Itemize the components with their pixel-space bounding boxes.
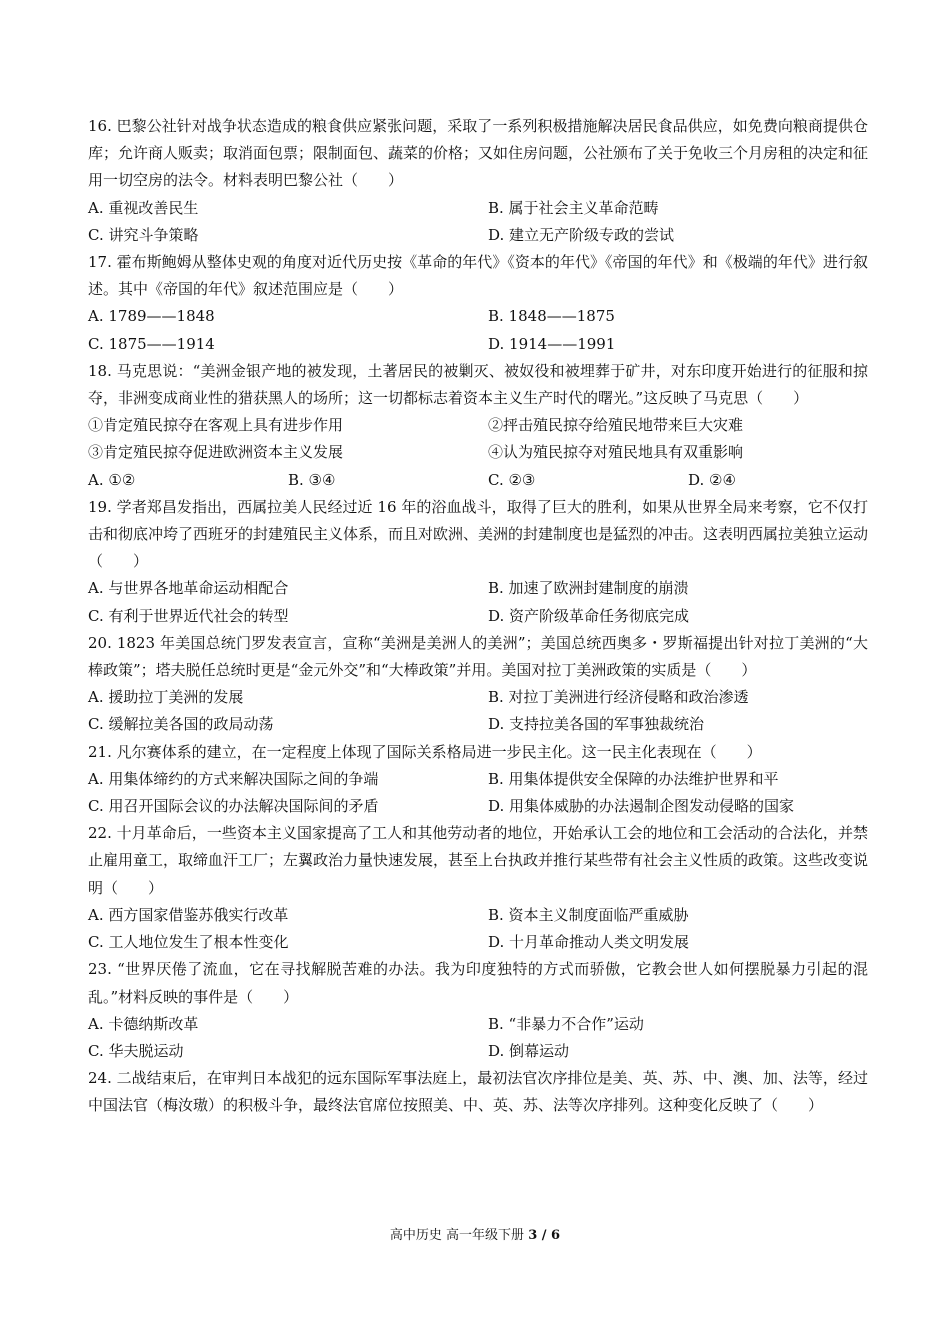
option-b[interactable]: B. 加速了欧洲封建制度的崩溃	[488, 579, 689, 598]
option-b[interactable]: B. 1848——1875	[488, 307, 615, 326]
question-17	[88, 249, 868, 358]
page-footer	[0, 1224, 950, 1243]
question-21	[88, 739, 868, 821]
statement-3: ③肯定殖民掠夺促进欧洲资本主义发展	[88, 443, 344, 462]
question-stem: 19. 学者郑昌发指出，西属拉美人民经过近 16 年的浴血战斗，取得了巨大的胜利，如果从世界全局来考察，它不仅打击和彻底冲垮了西班牙的封建殖民主义体系，而且对欧洲、美洲的封建制度也是猛烈的冲击。这表明西属拉美独立运动（ ）	[88, 497, 869, 571]
option-d[interactable]: D. 资产阶级革命任务彻底完成	[488, 606, 690, 625]
option-a[interactable]: A. 用集体缔约的方式来解决国际之间的争端	[88, 769, 379, 788]
option-c[interactable]: C. 1875——1914	[88, 334, 215, 353]
option-a[interactable]: A. 1789——1848	[88, 307, 215, 326]
option-c[interactable]: C. 缓解拉美各国的政局动荡	[88, 715, 274, 734]
statement-4: ④认为殖民掠夺对殖民地具有双重影响	[488, 443, 744, 462]
option-c[interactable]: C. 用召开国际会议的办法解决国际间的矛盾	[88, 797, 379, 816]
question-16	[88, 113, 868, 249]
option-c[interactable]: C. 有利于世界近代社会的转型	[88, 606, 289, 625]
option-d[interactable]: D. 1914——1991	[488, 334, 616, 353]
option-b[interactable]: B. 对拉丁美洲进行经济侵略和政治渗透	[488, 688, 749, 707]
page-number: 3 / 6	[528, 1228, 561, 1243]
option-d[interactable]: D. 用集体威胁的办法遏制企图发动侵略的国家	[488, 797, 795, 816]
option-b[interactable]: B. 资本主义制度面临严重威胁	[488, 905, 689, 924]
question-stem: 23. “世界厌倦了流血，它在寻找解脱苦难的办法。我为印度独特的方式而骄傲，它教会世人如何摆脱暴力引起的混乱。”材料反映的事件是（ ）	[88, 960, 868, 1006]
question-24	[88, 1065, 868, 1119]
question-23	[88, 956, 868, 1065]
option-a[interactable]: A. 与世界各地革命运动相配合	[88, 579, 289, 598]
option-a[interactable]: A. 西方国家借鉴苏俄实行改革	[88, 905, 289, 924]
option-a[interactable]: A. 重视改善民生	[88, 198, 199, 217]
question-stem: 20. 1823 年美国总统门罗发表宣言，宣称“美洲是美洲人的美洲”；美国总统西奥多・罗斯福提出针对拉丁美洲的“大棒政策”；塔夫脱任总统时更是“金元外交”和“大棒政策”并用。美国对拉丁美洲政策的实质是（ ）	[88, 633, 868, 680]
option-b[interactable]: B. 属于社会主义革命范畴	[488, 198, 659, 217]
statement-1: ①肯定殖民掠夺在客观上具有进步作用	[88, 416, 344, 435]
question-stem: 17. 霍布斯鲍姆从整体史观的角度对近代历史按《革命的年代》《资本的年代》《帝国的年代》和《极端的年代》进行叙述。其中《帝国的年代》叙述范围应是（ ）	[88, 253, 868, 299]
option-a[interactable]: A. 援助拉丁美洲的发展	[88, 688, 244, 707]
option-b[interactable]: B. “非暴力不合作”运动	[488, 1014, 644, 1033]
option-d[interactable]: D. 建立无产阶级专政的尝试	[488, 225, 675, 244]
option-a[interactable]: A. 卡德纳斯改革	[88, 1014, 199, 1033]
option-d[interactable]: D. 倒幕运动	[488, 1041, 570, 1060]
question-stem: 16. 巴黎公社针对战争状态造成的粮食供应紧张问题，采取了一系列积极措施解决居民食品供应，如免费向粮商提供仓库；允许商人贩卖；取消面包票；限制面包、蔬菜的价格；又如住房问题，公社颁布了关于免收三个月房租的决定和征用一切空房的法令。材料表明巴黎公社（ ）	[88, 117, 869, 190]
question-stem: 22. 十月革命后，一些资本主义国家提高了工人和其他劳动者的地位，开始承认工会的地位和工会活动的合法化，并禁止雇用童工，取缔血汗工厂；左翼政治力量快速发展，甚至上台执政并推行某些带有社会主义性质的政策。这些改变说明（ ）	[88, 824, 869, 897]
option-c[interactable]: C. 工人地位发生了根本性变化	[88, 933, 289, 952]
option-d[interactable]: D. 十月革命推动人类文明发展	[488, 933, 690, 952]
option-c[interactable]: C. 华夫脱运动	[88, 1041, 184, 1060]
question-18	[88, 358, 868, 494]
question-stem: 18. 马克思说：“美洲金银产地的被发现，土著居民的被剿灭、被奴役和被埋葬于矿井，对东印度开始进行的征服和掠夺，非洲变成商业性的猎获黑人的场所；这一切都标志着资本主义生产时代的曙光。”这反映了马克思（ ）	[88, 361, 868, 408]
option-d[interactable]: D. ②④	[688, 470, 736, 489]
option-d[interactable]: D. 支持拉美各国的军事独裁统治	[488, 715, 705, 734]
option-b[interactable]: B. 用集体提供安全保障的办法维护世界和平	[488, 769, 779, 788]
option-c[interactable]: C. 讲究斗争策略	[88, 225, 199, 244]
question-stem: 21. 凡尔赛体系的建立，在一定程度上体现了国际关系格局进一步民主化。这一民主化表现在（ ）	[88, 742, 762, 761]
option-c[interactable]: C. ②③	[488, 470, 536, 489]
question-20	[88, 630, 868, 739]
statement-2: ②抨击殖民掠夺给殖民地带来巨大灾难	[488, 416, 744, 435]
option-a[interactable]: A. ①②	[88, 470, 136, 489]
question-stem: 24. 二战结束后，在审判日本战犯的远东国际军事法庭上，最初法官次序排位是美、英、苏、中、澳、加、法等，经过中国法官（梅汝璈）的积极斗争，最终法官席位按照美、中、英、苏、法等次序排列。这种变化反映了（ ）	[88, 1069, 868, 1115]
question-22	[88, 820, 868, 956]
footer-label: 高中历史 高一年级下册	[389, 1228, 529, 1243]
option-b[interactable]: B. ③④	[288, 470, 336, 489]
question-19	[88, 494, 868, 630]
question-list	[88, 113, 868, 1120]
